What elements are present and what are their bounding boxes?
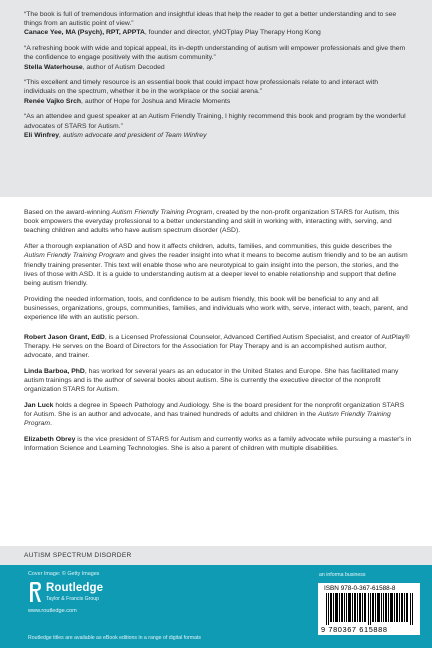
- informa-tagline: an informa business: [319, 572, 366, 578]
- publisher-group: Taylor & Francis Group: [46, 596, 100, 602]
- routledge-logo-icon: [28, 581, 43, 603]
- bio-text: is the vice president of STARS for Autism and currently works as a family advocate while pursuing a master's in Information Science and Learning Technologies. She is also a parent of children with multiple disabilities.: [24, 436, 412, 453]
- blurb-text: After a thorough explanation of ASD and how it affects children, adults, families, and communities, this guide describes the: [24, 243, 392, 251]
- endorser-name: Eli Winfrey: [24, 131, 60, 139]
- endorsement: [24, 44, 410, 72]
- bio-text: .: [50, 420, 52, 428]
- author-name: Elizabeth Obrey: [24, 436, 76, 444]
- publisher-name: Routledge: [46, 582, 104, 594]
- endorser-name: Stella Waterhouse: [24, 63, 83, 71]
- author-name: Robert Jason Grant, EdD: [24, 333, 105, 341]
- endorser-role: , founder and director, yNOTplay Play Therapy Hong Kong: [144, 29, 321, 37]
- endorsement: [24, 10, 410, 38]
- endorser-name: Renée Vajko Srch: [24, 97, 82, 105]
- author-bio: [24, 367, 414, 395]
- barcode-icon: [326, 593, 414, 625]
- publisher-footer: [0, 565, 432, 648]
- endorser-role: , author of Autism Decoded: [82, 63, 165, 71]
- program-title: Autism Friendly Training Program: [24, 252, 125, 260]
- publisher-logo: [28, 581, 138, 605]
- blurb-text: Providing the needed information, tools, and confidence to be autism friendly, this book will be beneficial to any and all businesses, organizations, groups, communities, families, and individuals who work with, serve, interact with, teach, parent, and experience life with an autistic person.: [24, 295, 408, 322]
- endorser-role: , author of Hope for Joshua and Miracle Moments: [81, 97, 231, 105]
- barcode: [318, 583, 420, 635]
- author-name: Jan Luck: [24, 401, 54, 409]
- subject-category: AUTISM SPECTRUM DISORDER: [0, 546, 432, 565]
- program-title: Autism Friendly Training Program: [24, 411, 391, 428]
- blurb-paragraph: [24, 208, 414, 236]
- endorsement: [24, 78, 410, 106]
- publisher-website: www.routledge.com: [28, 608, 77, 614]
- blurb: [24, 208, 414, 460]
- endorsement-text: “The book is full of tremendous information and insightful ideas that help the reader to get a better understanding and to see things from an autistic point of view.”: [24, 11, 397, 28]
- bio-text: , is a Licensed Professional Counselor, Advanced Certified Autism Specialist, and creator of AutPlay® Therapy. He serves on the Board of Directors for the Association for Play Therapy and is an accomplished autism author, advocate, and trainer.: [24, 333, 410, 360]
- endorser-role: , autism advocate and president of Team Winfrey: [59, 131, 207, 139]
- endorsement-attribution: [24, 131, 410, 140]
- endorsement-text: “A refreshing book with wide and topical appeal, its in-depth understanding of autism will empower professionals and give them the confidence to engage positively with the autism community.”: [24, 45, 406, 62]
- program-title: Autism Friendly Training Program: [111, 209, 213, 216]
- ebook-note: Routledge titles are available as eBook editions in a range of digital formats: [28, 635, 202, 641]
- blurb-text: , created by the non-profit organization STARS for Autism, this book empowers the everyday professional to a better understanding and skill in working with, interacting with, serving, and teaching children and adults who have autism spectrum disorder (ASD).: [24, 209, 400, 235]
- endorsements-panel: [0, 0, 432, 197]
- bio-text: , has worked for several years as an educator in the United States and Europe. She has facilitated many autism trainings and is the author of several books about autism. She is currently the executive director of the nonprofit organization STARS for Autism.: [24, 367, 399, 394]
- endorsement-text: “This excellent and timely resource is an essential book that could impact how professionals relate to and interact with individuals on the spectrum, whether it be in the workplace or the social arena.”: [24, 79, 378, 96]
- author-bio: [24, 435, 414, 453]
- author-bio: [24, 401, 414, 429]
- author-bio: [24, 333, 414, 361]
- endorsement: [24, 112, 410, 140]
- endorser-name: Canace Yee, MA (Psych), RPT, APPTA: [24, 29, 145, 37]
- isbn-label: ISBN 978-0-367-61588-8: [324, 585, 396, 592]
- endorsement-attribution: [24, 63, 410, 72]
- author-name: Linda Barboa, PhD: [24, 367, 85, 375]
- barcode-digits: 9 780367 615888: [321, 625, 388, 634]
- blurb-paragraph: [24, 242, 414, 288]
- endorsement-attribution: [24, 28, 410, 37]
- bio-text: holds a degree in Speech Pathology and Audiology. She is the board president for the nonprofit organization STARS for Autism. She is an author and advocate, and has trained hundreds of adults and children in the: [24, 401, 405, 419]
- blurb-text: and gives the reader insight into what it means to become autism friendly and to be an autism friendly training presenter. This text will enable those who are neurotypical to gain insight into the person, the stories, and the lives of those with ASD. It is a guide to understanding autism at a deeper level to enable relationship and support that define being autism friendly.: [24, 252, 408, 287]
- blurb-text: Based on the award-winning: [24, 209, 112, 216]
- blurb-paragraph: [24, 295, 414, 323]
- cover-credit: Cover Image: © Getty Images: [28, 571, 100, 577]
- endorsement-attribution: [24, 97, 410, 106]
- endorsement-text: “As an attendee and guest speaker at an Autism Friendly Training, I highly recommend this book and program by the wonderful advocates of STARS for Autism.”: [24, 113, 406, 130]
